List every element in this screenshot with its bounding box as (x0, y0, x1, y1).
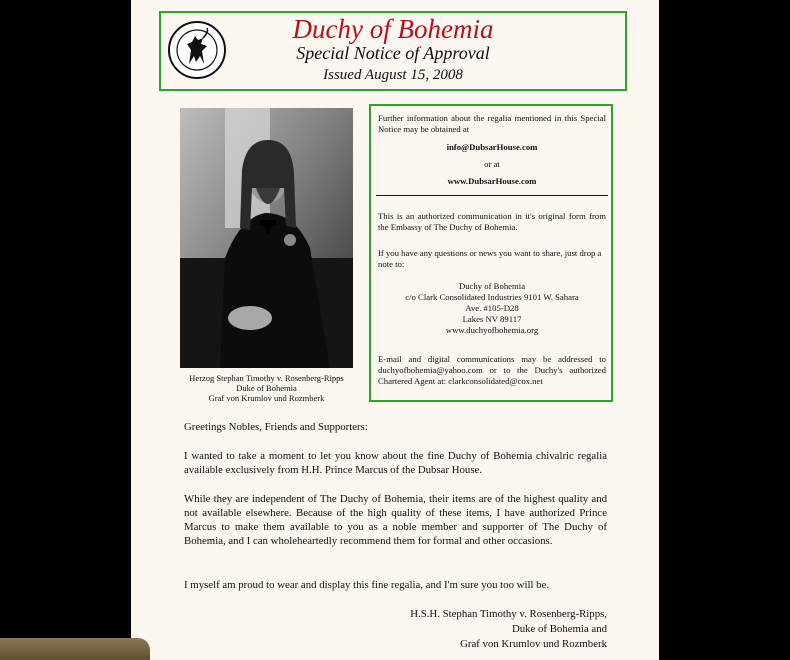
letter-paragraph-3: I myself am proud to wear and display this fine regalia, and I'm sure you too will be. (184, 579, 550, 591)
portrait-photo (180, 108, 353, 368)
signature-block (300, 607, 607, 652)
signature-line: Graf von Krumlov und Rozmberk (460, 638, 607, 650)
corner-tab (0, 638, 150, 660)
address-line: c/o Clark Consolidated Industries 9101 W. Sahara (405, 292, 579, 302)
info-email-link[interactable]: info@DubsarHouse.com (446, 142, 538, 152)
letter-paragraph-1: I wanted to take a moment to let you know about the fine Duchy of Bohemia chivalric regalia available exclusively from H.H. Prince Marcus of the Dubsar House. (184, 450, 607, 476)
address-line: Duchy of Bohemia (458, 281, 526, 291)
caption-line: Duke of Bohemia (236, 383, 297, 393)
info-email-note: E-mail and digital communications may be addressed to duchyofbohemia@yahoo.com or to the Duchy's authorized Chartered Agent at: clarkconsolidated@cox.net (378, 354, 606, 386)
info-authorized: This is an authorized communication in it's original form from the Embassy of The Duchy of Bohemia. (378, 211, 606, 232)
mailing-address (378, 281, 606, 336)
document-title: Duchy of Bohemia (292, 14, 494, 44)
info-intro: Further information about the regalia mentioned in this Special Notice may be obtained at (378, 113, 606, 134)
divider (376, 195, 608, 196)
issue-date: Issued August 15, 2008 (323, 67, 463, 83)
document-subtitle: Special Notice of Approval (296, 43, 490, 63)
address-line: Lakes NV 89117 (462, 314, 522, 324)
letter-paragraph-2: While they are independent of The Duchy of Bohemia, their items are of the highest quality and not available elsewhere. Because of the high quality of these items, I have authorized Prince Marcus to make them available to you as a noble member and supporter of The Duchy of Bohemia, and I can wholeheartedly recommend them for formal and other occasions. (184, 493, 607, 547)
info-website-link[interactable]: www.DubsarHouse.com (447, 176, 537, 186)
info-box (369, 104, 613, 402)
caption-line: Graf von Krumlov und Rozmberk (208, 393, 325, 403)
address-line: Ave. #105-D28 (465, 303, 519, 313)
letter-greeting: Greetings Nobles, Friends and Supporters: (184, 421, 368, 433)
photo-caption (180, 373, 353, 403)
signature-line: Duke of Bohemia and (511, 623, 607, 635)
info-questions: If you have any questions or news you want to share, just drop a note to: (378, 248, 602, 269)
info-or: or at (484, 159, 500, 169)
caption-line: Herzog Stephan Timothy v. Rosenberg-Ripps (189, 373, 344, 383)
address-line: www.duchyofbohemia.org (445, 325, 539, 335)
signature-line: H.S.H. Stephan Timothy v. Rosenberg-Ripps, (410, 608, 607, 620)
